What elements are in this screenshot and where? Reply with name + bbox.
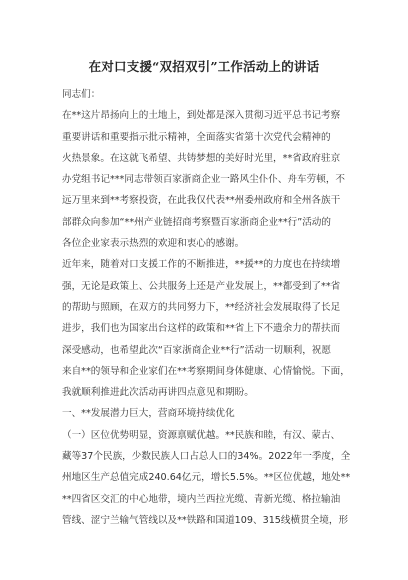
body-line: 强，无论是政策上、公共服务上还是产业发展上，**都受到了**省 xyxy=(62,280,341,292)
body-line: 部群众向参加“**州产业链招商考察暨百家浙商企业**行”活动的 xyxy=(62,216,331,228)
body-line: 进步，我们也为国家出台这样的政策和**省上下不遗余力的帮扶而 xyxy=(62,323,341,335)
body-line: 近年来，随着对口支援工作的不断推进，**援**的力度也在持续增 xyxy=(62,259,341,271)
document-body xyxy=(62,84,354,531)
body-line: 重要讲话和重要指示批示精神，全面落实省第十次党代会精神的 xyxy=(62,131,331,143)
body-line: （一）区位优势明显，资源禀赋优越。**民族和睦，有汉、蒙古、 xyxy=(62,429,341,441)
section-heading: 一、**发展潜力巨大，营商环境持续优化 xyxy=(62,408,235,420)
body-line: 远万里来到**考察投资，在此我仅代表**州委州政府和全州各族干 xyxy=(62,195,341,207)
body-line: 管线、涩宁兰输气管线以及**铁路和国道109、315线横贯全境，形 xyxy=(62,514,349,526)
body-line: 深受感动，也希望此次“百家浙商企业**行”活动一切顺利，祝愿 xyxy=(62,344,331,356)
body-line: 的帮助与照顾，在双方的共同努力下，**经济社会发展取得了长足 xyxy=(62,301,341,313)
body-line: 同志们： xyxy=(62,89,101,100)
body-line: 我就顺利推进此次活动再讲四点意见和期盼。 xyxy=(62,387,254,399)
body-line: 在**这片昂扬向上的土地上，到处都是深入贯彻习近平总书记考察 xyxy=(62,110,341,122)
document-title: 在对口支援“双招双引”工作活动上的讲话 xyxy=(88,59,320,74)
body-line: 火热景象。在这就飞希望、共铸梦想的美好时光里，**省政府驻京 xyxy=(62,152,341,164)
body-line: 各位企业家表示热烈的欢迎和衷心的感谢。 xyxy=(62,238,245,250)
body-line: 州地区生产总值完成240.64亿元，增长5.5%。**区位优越，地处** xyxy=(62,472,351,484)
body-line: 藏等37个民族，少数民族人口占总人口的34%。2022年一季度，全 xyxy=(62,451,351,463)
body-line: 来自**的领导和企业家们在**考察期间身体健康、心情愉悦。下面， xyxy=(62,365,350,377)
body-line: 办党组书记***同志带领百家浙商企业一路风尘仆仆、舟车劳顿，不 xyxy=(62,174,346,186)
body-line: **四省区交汇的中心地带，境内兰西拉光缆、青新光缆、格拉输油 xyxy=(62,493,341,505)
